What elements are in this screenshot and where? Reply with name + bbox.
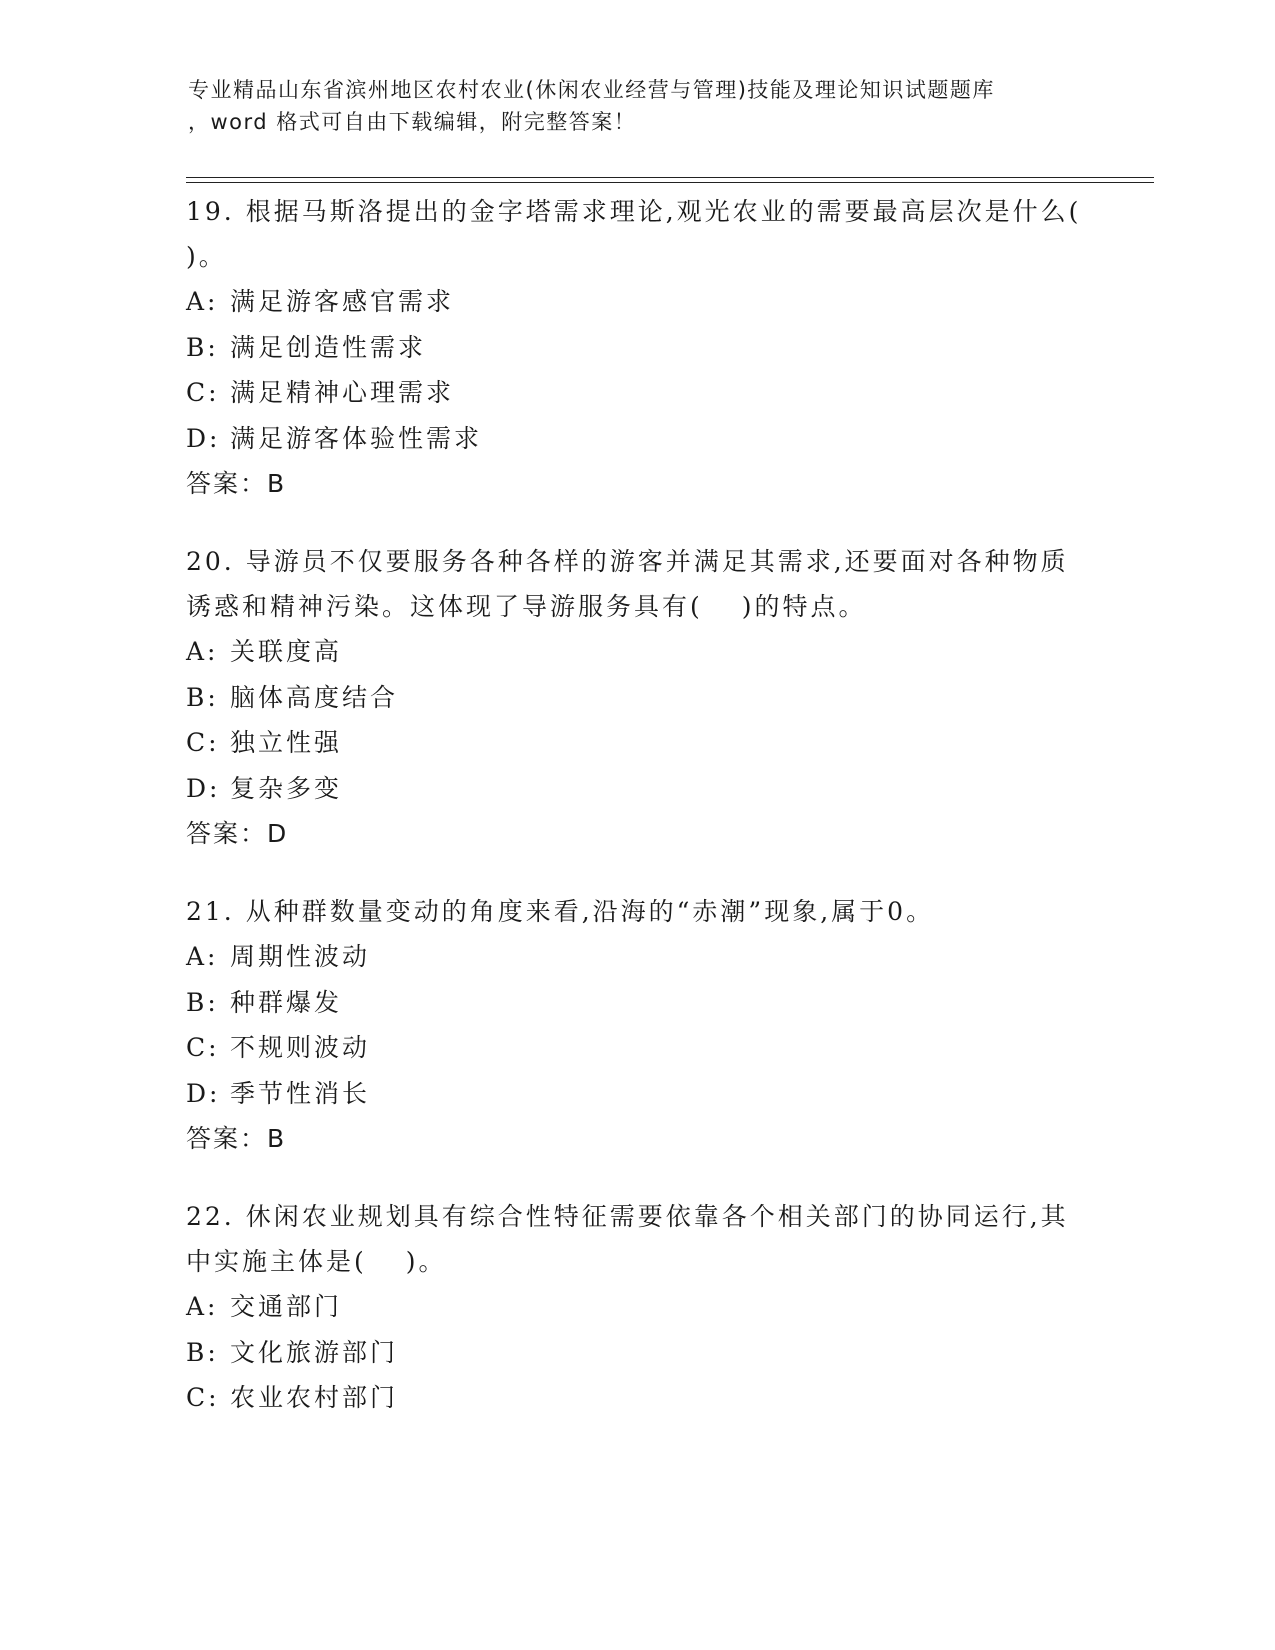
question-19	[186, 189, 1121, 506]
answer-line: 答案：B	[186, 469, 287, 498]
question-21	[186, 889, 1086, 1161]
option-key: C:	[186, 1033, 220, 1062]
option-text: 季节性消长	[230, 1078, 371, 1108]
header-divider-bottom	[186, 182, 1154, 183]
option-text: 关联度高	[230, 637, 343, 666]
question-stem: 19. 根据马斯洛提出的金字塔需求理论,观光农业的需要最高层次是什么( )。	[186, 197, 1121, 271]
answer-line: 答案：D	[186, 819, 289, 848]
option-key: D:	[186, 423, 221, 453]
question-20	[186, 539, 1086, 856]
option-b	[186, 325, 1086, 371]
option-text: 交通部门	[230, 1292, 343, 1321]
question-stem: 22. 休闲农业规划具有综合性特征需要依靠各个相关部门的协同运行,其中实施主体是( )。	[186, 1202, 1069, 1276]
option-text: 农业农村部门	[230, 1383, 399, 1412]
question-stem: 20. 导游员不仅要服务各种各样的游客并满足其需求,还要面对各种物质诱惑和精神污染。这体现了导游服务具有( )的特点。	[186, 547, 1069, 621]
option-a	[186, 279, 1086, 325]
option-text: 脑体高度结合	[230, 682, 399, 712]
document-header	[188, 74, 1148, 138]
answer-line: 答案：B	[186, 1124, 287, 1153]
option-key: B:	[186, 1337, 219, 1367]
option-key: B:	[186, 332, 219, 362]
option-d	[186, 766, 1086, 812]
option-text: 复杂多变	[230, 773, 343, 803]
header-title-line: 专业精品山东省滨州地区农村农业(休闲农业经营与管理)技能及理论知识试题题库	[188, 78, 995, 102]
option-b	[186, 675, 1086, 721]
option-key: A:	[186, 942, 219, 971]
option-key: C:	[186, 1383, 220, 1412]
option-text: 不规则波动	[230, 1033, 371, 1062]
option-text: 满足创造性需求	[230, 332, 427, 362]
option-key: B:	[186, 987, 219, 1017]
question-stem: 21. 从种群数量变动的角度来看,沿海的“赤潮”现象,属于0。	[186, 897, 935, 926]
option-d	[186, 416, 1086, 462]
option-text: 独立性强	[230, 728, 343, 757]
option-c	[186, 1025, 1086, 1071]
question-22	[186, 1194, 1086, 1421]
option-key: D:	[186, 1078, 221, 1108]
option-text: 满足游客体验性需求	[230, 423, 483, 453]
option-a	[186, 629, 1086, 675]
option-a	[186, 934, 1086, 980]
option-b	[186, 1330, 1086, 1376]
option-key: C:	[186, 378, 220, 407]
option-key: A:	[186, 637, 219, 666]
option-key: B:	[186, 682, 219, 712]
option-d	[186, 1071, 1086, 1117]
option-key: C:	[186, 728, 220, 757]
option-key: D:	[186, 773, 221, 803]
option-c	[186, 1375, 1086, 1421]
option-text: 满足精神心理需求	[230, 378, 455, 407]
option-c	[186, 720, 1086, 766]
option-text: 文化旅游部门	[230, 1337, 399, 1367]
option-a	[186, 1284, 1086, 1330]
question-list	[186, 189, 1121, 1454]
header-divider-top	[186, 177, 1154, 178]
option-text: 周期性波动	[230, 942, 371, 971]
option-b	[186, 980, 1086, 1026]
option-text: 满足游客感官需求	[230, 287, 455, 316]
option-text: 种群爆发	[230, 987, 343, 1017]
option-key: A:	[186, 1292, 219, 1321]
header-subtitle-line: ，word 格式可自由下载编辑，附完整答案！	[188, 110, 637, 134]
option-c	[186, 370, 1086, 416]
option-key: A:	[186, 287, 219, 316]
